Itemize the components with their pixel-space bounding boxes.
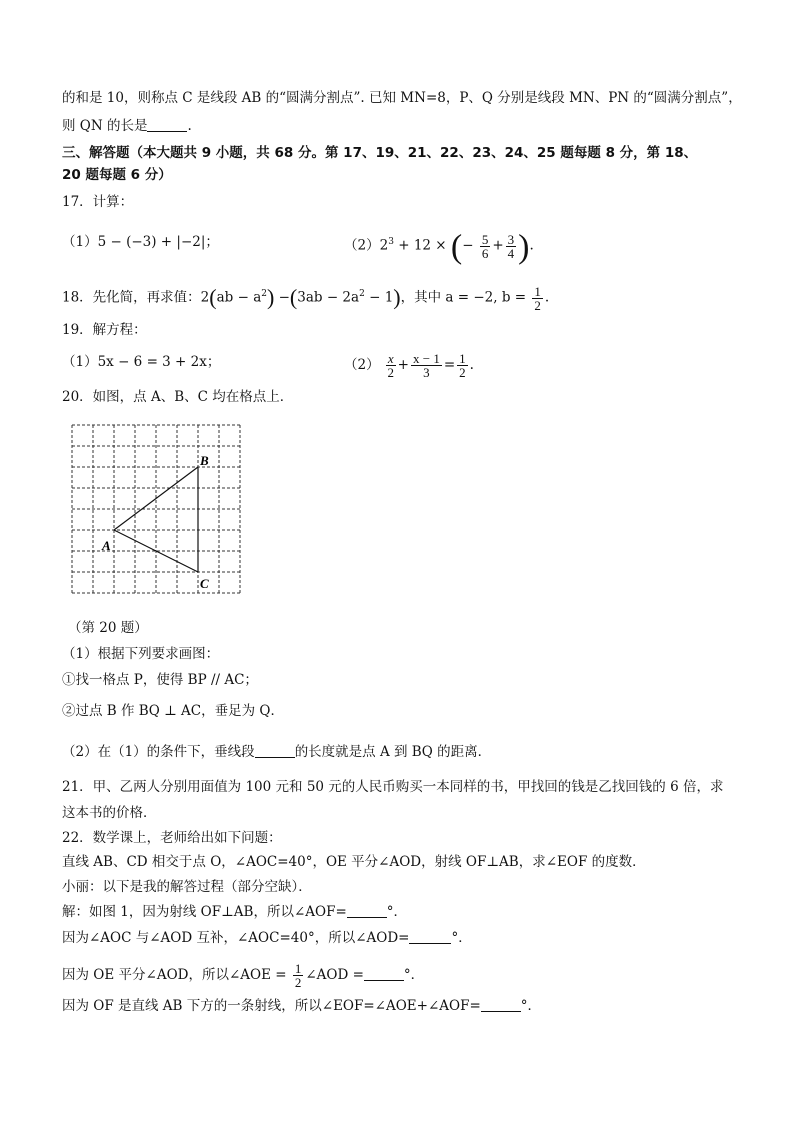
fraction: $\frac{1}{2}$ <box>294 961 302 990</box>
answer-blank <box>147 117 187 132</box>
question-21: 21．甲、乙两人分别用面值为 100 元和 50 元的人民币购买一本同样的书，甲找回的钱是乙找回钱的 6 倍，求 <box>62 779 724 795</box>
figure-caption: （第 20 题） <box>68 620 148 636</box>
answer-blank <box>255 743 295 758</box>
text: + <box>492 237 504 254</box>
solution-step-2: 因为∠AOC 与∠AOD 互补，∠AOC=40°，所以∠AOD= °． <box>62 930 472 946</box>
solution-step-3: 因为 OE 平分∠AOD，所以∠AOE = $\frac{1}{2}$ ∠AOD = °． <box>62 961 425 990</box>
section-heading: 三、解答题（本大题共 9 小题，共 68 分。第 17、19、21、22、23、24、25 题每题 8 分，第 18、 <box>62 145 698 161</box>
text: . <box>529 237 534 254</box>
question-20-part-1a: ①找一格点 P，使得 BP // AC； <box>62 672 258 688</box>
question-21-cont: 这本书的价格． <box>62 805 157 821</box>
solution-step-4: 因为 OF 是直线 AB 下方的一条射线，所以∠EOF=∠AOE+∠AOF= °． <box>62 998 542 1014</box>
text: − <box>462 237 474 254</box>
question-19-part-2: （2） $\frac{x}{2}$ + $\frac{x - 1}{3}$ = $\frac{1}{2}$ . <box>344 351 474 380</box>
text: + 12 × <box>393 237 447 254</box>
question-20-part-1: （1）根据下列要求画图： <box>62 646 220 662</box>
exponent: 3 <box>388 237 394 247</box>
point-label-a: A <box>102 538 111 553</box>
question-20-part-1b: ②过点 B 作 BQ ⊥ AC，垂足为 Q． <box>62 703 284 719</box>
question-22-problem: 直线 AB、CD 相交于点 O，∠AOC=40°，OE 平分∠AOD，射线 OF⊥AB，求∠EOF 的度数． <box>62 854 646 870</box>
question-20-part-2: （2）在（1）的条件下，垂线段 的长度就是点 A 到 BQ 的距离． <box>62 744 492 760</box>
grid-figure <box>70 423 242 607</box>
question-17-part-2 <box>344 228 534 266</box>
fraction: $\frac{1}{2}$ <box>534 283 541 313</box>
dashed-grid <box>72 425 240 593</box>
fraction: $\frac{x}{2}$ <box>387 351 395 380</box>
text: . <box>187 118 192 134</box>
fraction: $\frac{x - 1}{3}$ <box>412 351 440 380</box>
section-heading: 20 题每题 6 分） <box>62 167 172 183</box>
text: （2）2 <box>344 237 389 254</box>
answer-blank <box>364 966 404 981</box>
point-label-c: C <box>200 576 209 591</box>
question-17: 17．计算： <box>62 194 134 210</box>
answer-blank <box>347 903 387 918</box>
right-paren: ) <box>518 228 530 266</box>
text-line <box>62 116 192 136</box>
question-19: 19．解方程： <box>62 322 147 338</box>
question-19-part-1: （1）5x − 6 = 3 + 2x； <box>62 354 221 370</box>
question-18: 18．先化简，再求值：$2(ab - a^2) -(3ab - 2a^2 - 1)$，其中 a = −2, b = $\frac{1}{2}$ . <box>62 283 550 313</box>
point-label-b: B <box>200 453 209 468</box>
answer-blank <box>409 929 451 944</box>
question-22-intro: 小丽：以下是我的解答过程（部分空缺）． <box>62 879 312 895</box>
fraction: $\frac{3}{4}$ <box>507 231 515 261</box>
text-line: 的和是 10，则称点 C 是线段 AB 的“圆满分割点”. 已知 MN=8，P、Q 分别是线段 MN、PN 的“圆满分割点”， <box>62 90 742 106</box>
text: 则 QN 的长是 <box>62 118 148 134</box>
left-paren: ( <box>450 228 463 266</box>
question-17-part-1: （1）5 − (−3) + |−2|； <box>62 234 219 250</box>
answer-blank <box>481 997 521 1012</box>
question-22: 22．数学课上，老师给出如下问题： <box>62 830 282 846</box>
fraction: $\frac{5}{6}$ <box>481 231 489 261</box>
fraction: $\frac{1}{2}$ <box>459 351 466 380</box>
solution-step-1: 解：如图 1，因为射线 OF⊥AB，所以∠AOF= °． <box>62 904 408 920</box>
question-20: 20．如图，点 A、B、C 均在格点上． <box>62 389 294 405</box>
